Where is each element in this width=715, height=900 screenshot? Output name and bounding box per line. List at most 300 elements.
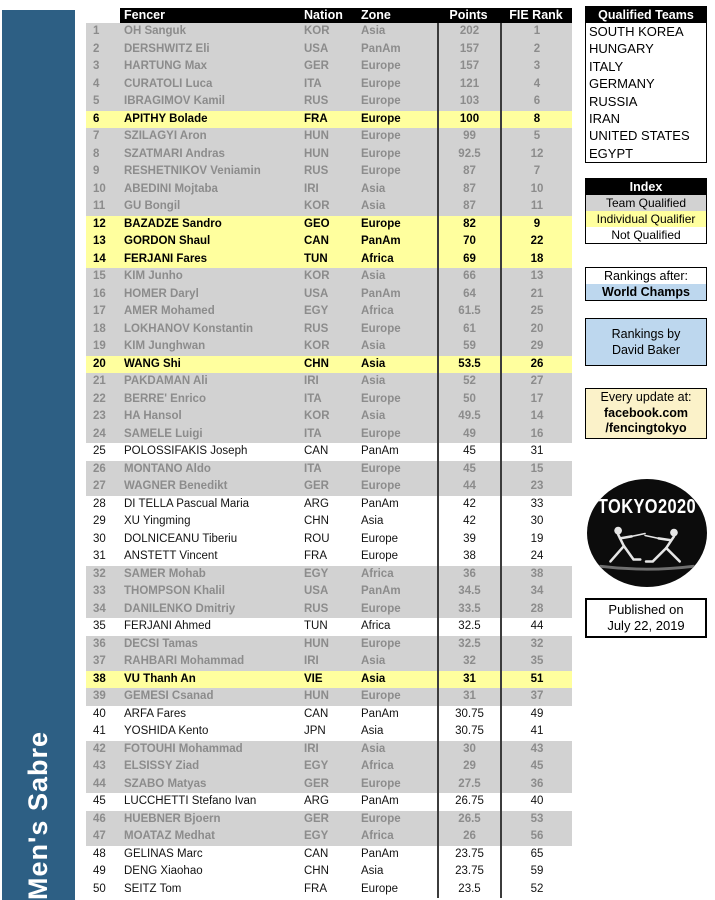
updates-note: [585, 388, 707, 439]
fencer-name: ABEDINI Mojtaba: [124, 182, 218, 195]
nation-cell: USA: [304, 42, 329, 55]
points-cell: 103: [437, 93, 500, 111]
table-row: [86, 653, 572, 671]
points-cell: 34.5: [437, 583, 500, 601]
table-row: [86, 863, 572, 881]
points-cell: 32.5: [437, 636, 500, 654]
fencer-name: HUEBNER Bjoern: [124, 812, 221, 825]
table-header-row: [86, 8, 572, 23]
zone-cell: Europe: [361, 637, 401, 650]
fie-rank-cell: 9: [500, 216, 572, 234]
rank-cell: 36: [93, 637, 106, 650]
table-row: [86, 531, 572, 549]
zone-cell: Europe: [361, 77, 401, 90]
table-row: [86, 723, 572, 741]
zone-cell: Europe: [361, 392, 401, 405]
nation-cell: TUN: [304, 620, 328, 632]
fie-rank-cell: 40: [500, 793, 572, 811]
zone-cell: PanAm: [361, 847, 399, 860]
table-row: [86, 216, 572, 234]
fie-rank-cell: 44: [500, 618, 572, 636]
qualified-teams-title: Qualified Teams: [586, 7, 706, 23]
rank-cell: 1: [93, 25, 100, 37]
fencer-name: FOTOUHI Mohammad: [124, 742, 243, 755]
table-row: [86, 846, 572, 864]
nation-cell: ITA: [304, 462, 322, 475]
table-row: [86, 881, 572, 899]
rankings-after-value: World Champs: [586, 284, 706, 300]
rank-cell: 6: [93, 112, 100, 125]
table-row: [86, 636, 572, 654]
team-list-item: RUSSIA: [589, 93, 638, 109]
nation-cell: GEO: [304, 217, 330, 230]
points-cell: 50: [437, 391, 500, 409]
points-cell: 66: [437, 268, 500, 286]
points-cell: 36: [437, 566, 500, 584]
fie-rank-cell: 59: [500, 863, 572, 881]
zone-cell: Europe: [361, 462, 401, 475]
points-cell: 42: [437, 496, 500, 514]
fencer-name: BERRE' Enrico: [124, 392, 206, 405]
points-cell: 38: [437, 548, 500, 566]
rank-cell: 33: [93, 585, 106, 597]
points-cell: 30: [437, 741, 500, 759]
nation-cell: HUN: [304, 130, 329, 142]
team-list-item: IRAN: [589, 110, 621, 126]
rank-cell: 12: [93, 217, 106, 230]
table-row: [86, 583, 572, 601]
points-cell: 39: [437, 531, 500, 549]
updates-label: Every update at:: [600, 390, 692, 405]
table-row: [86, 706, 572, 724]
fie-rank-cell: 43: [500, 741, 572, 759]
fie-rank-cell: 27: [500, 373, 572, 391]
zone-cell: PanAm: [361, 497, 399, 510]
nation-cell: EGY: [304, 305, 329, 317]
rank-cell: 25: [93, 445, 106, 457]
published-date: July 22, 2019: [607, 618, 685, 633]
rank-cell: 46: [93, 812, 106, 825]
points-cell: 64: [437, 286, 500, 304]
zone-cell: PanAm: [361, 287, 401, 300]
fencer-name: SAMELE Luigi: [124, 427, 203, 440]
nation-cell: KOR: [304, 200, 330, 212]
table-row: [86, 758, 572, 776]
rank-cell: 27: [93, 480, 106, 492]
fie-rank-cell: 4: [500, 76, 572, 94]
table-row: [86, 426, 572, 444]
zone-cell: PanAm: [361, 235, 401, 247]
table-body: [86, 23, 572, 898]
fencers-icon: [589, 521, 705, 573]
rank-cell: 2: [93, 42, 100, 55]
table-row: [86, 741, 572, 759]
nation-cell: EGY: [304, 567, 329, 580]
fie-rank-cell: 45: [500, 758, 572, 776]
points-cell: 29: [437, 758, 500, 776]
zone-cell: Asia: [361, 375, 386, 387]
table-row: [86, 391, 572, 409]
sidebar: [2, 10, 75, 900]
index-legend-list: [586, 195, 706, 243]
rank-cell: 32: [93, 567, 106, 580]
zone-cell: Europe: [361, 217, 401, 230]
zone-cell: Europe: [361, 690, 401, 702]
rank-cell: 30: [93, 532, 106, 545]
zone-cell: Europe: [361, 602, 401, 615]
nation-cell: CHN: [304, 515, 329, 527]
table-row: [86, 198, 572, 216]
rank-cell: 26: [93, 462, 106, 475]
rank-cell: 5: [93, 95, 100, 107]
points-cell: 49.5: [437, 408, 500, 426]
rankings-by-label: Rankings by: [611, 327, 681, 341]
fie-rank-cell: 6: [500, 93, 572, 111]
table-row: [86, 478, 572, 496]
rank-cell: 17: [93, 305, 106, 317]
fie-rank-cell: 19: [500, 531, 572, 549]
points-cell: 30.75: [437, 706, 500, 724]
nation-cell: CAN: [304, 235, 329, 247]
fencer-name: SEITZ Tom: [124, 882, 182, 895]
fie-rank-cell: 13: [500, 268, 572, 286]
rank-cell: 23: [93, 410, 106, 422]
nation-cell: USA: [304, 287, 329, 300]
table-row: [86, 163, 572, 181]
points-cell: 157: [437, 41, 500, 59]
points-cell: 87: [437, 198, 500, 216]
nation-cell: RUS: [304, 322, 329, 335]
nation-cell: CAN: [304, 847, 329, 860]
points-cell: 31: [437, 671, 500, 689]
zone-cell: Europe: [361, 95, 401, 107]
points-cell: 87: [437, 163, 500, 181]
zone-cell: Asia: [361, 340, 386, 352]
fencer-name: GORDON Shaul: [124, 235, 211, 247]
fencer-name: DECSI Tamas: [124, 637, 198, 650]
fencer-name: ARFA Fares: [124, 707, 186, 720]
points-cell: 27.5: [437, 776, 500, 794]
points-cell: 33.5: [437, 601, 500, 619]
fie-rank-cell: 10: [500, 181, 572, 199]
fencer-name: WAGNER Benedikt: [124, 480, 228, 492]
rankings-after-label: Rankings after:: [586, 268, 706, 284]
points-cell: 53.5: [437, 356, 500, 374]
fie-rank-cell: 33: [500, 496, 572, 514]
fencer-name: MOATAZ Medhat: [124, 830, 215, 842]
table-row: [86, 303, 572, 321]
fencer-name: IBRAGIMOV Kamil: [124, 95, 225, 107]
tokyo2020-logo: [587, 479, 707, 587]
zone-cell: PanAm: [361, 795, 399, 807]
fencer-name: SZATMARI Andras: [124, 147, 225, 160]
ranking-table: [86, 8, 572, 898]
fie-rank-cell: 38: [500, 566, 572, 584]
table-row: [86, 41, 572, 59]
fie-rank-cell: 52: [500, 881, 572, 899]
column-header-fencer: Fencer: [120, 8, 302, 23]
column-header-zone: Zone: [359, 8, 437, 23]
fie-rank-cell: 22: [500, 233, 572, 251]
table-row: [86, 373, 572, 391]
zone-cell: Asia: [361, 182, 386, 195]
nation-cell: CAN: [304, 445, 329, 457]
rank-cell: 38: [93, 672, 106, 685]
points-cell: 45: [437, 461, 500, 479]
fencer-name: DENG Xiaohao: [124, 865, 203, 877]
nation-cell: RUS: [304, 165, 329, 177]
fie-rank-cell: 53: [500, 811, 572, 829]
nation-cell: RUS: [304, 95, 329, 107]
team-list-item: EGYPT: [589, 145, 634, 161]
fencer-name: DOLNICEANU Tiberiu: [124, 532, 238, 545]
fie-rank-cell: 49: [500, 706, 572, 724]
rank-cell: 45: [93, 795, 106, 807]
fie-rank-cell: 24: [500, 548, 572, 566]
nation-cell: ARG: [304, 795, 329, 807]
points-cell: 100: [437, 111, 500, 129]
table-row: [86, 408, 572, 426]
fie-rank-cell: 65: [500, 846, 572, 864]
fie-rank-cell: 30: [500, 513, 572, 531]
rank-cell: 40: [93, 707, 106, 720]
zone-cell: Asia: [361, 357, 386, 370]
fie-rank-cell: 34: [500, 583, 572, 601]
zone-cell: Asia: [361, 200, 386, 212]
table-row: [86, 828, 572, 846]
nation-cell: TUN: [304, 252, 328, 265]
table-row: [86, 181, 572, 199]
table-row: [86, 461, 572, 479]
fencer-name: RESHETNIKOV Veniamin: [124, 165, 261, 177]
rank-cell: 22: [93, 392, 106, 405]
nation-cell: CHN: [304, 865, 329, 877]
fencer-name: DI TELLA Pascual Maria: [124, 497, 250, 510]
nation-cell: FRA: [304, 550, 327, 562]
facebook-domain-text: facebook.com: [603, 405, 689, 420]
points-cell: 157: [437, 58, 500, 76]
zone-cell: Europe: [361, 165, 401, 177]
nation-cell: HUN: [304, 637, 329, 650]
points-cell: 69: [437, 251, 500, 269]
fie-rank-cell: 35: [500, 653, 572, 671]
zone-cell: Europe: [361, 130, 401, 142]
nation-cell: VIE: [304, 672, 323, 685]
nation-cell: GER: [304, 777, 329, 790]
nation-cell: ITA: [304, 77, 322, 90]
table-row: [86, 793, 572, 811]
nation-cell: HUN: [304, 147, 329, 160]
zone-cell: Asia: [361, 515, 384, 527]
fie-rank-cell: 17: [500, 391, 572, 409]
zone-cell: Europe: [361, 532, 399, 545]
nation-cell: ITA: [304, 392, 322, 405]
fencer-name: DERSHWITZ Eli: [124, 42, 210, 55]
fie-rank-cell: 20: [500, 321, 572, 339]
fie-rank-cell: 16: [500, 426, 572, 444]
fie-rank-cell: 5: [500, 128, 572, 146]
facebook-page-text: /fencingtokyo: [605, 421, 687, 436]
fencer-name: HOMER Daryl: [124, 287, 199, 300]
fencer-name: GELINAS Marc: [124, 847, 203, 860]
fencer-name: WANG Shi: [124, 357, 181, 370]
nation-cell: IRI: [304, 655, 319, 667]
zone-cell: Asia: [361, 655, 386, 667]
fie-rank-cell: 21: [500, 286, 572, 304]
rank-cell: 20: [93, 357, 106, 370]
tokyo2020-logo-text: TOKYO2020: [597, 496, 697, 518]
rank-cell: 18: [93, 322, 106, 335]
nation-cell: KOR: [304, 340, 330, 352]
zone-cell: Europe: [361, 777, 401, 790]
rank-cell: 13: [93, 235, 106, 247]
points-cell: 49: [437, 426, 500, 444]
rank-cell: 8: [93, 147, 100, 160]
index-title: Index: [586, 179, 706, 195]
points-cell: 87: [437, 181, 500, 199]
points-cell: 59: [437, 338, 500, 356]
team-list-item: UNITED STATES: [589, 128, 690, 144]
fie-rank-cell: 31: [500, 443, 572, 461]
points-cell: 26: [437, 828, 500, 846]
zone-cell: PanAm: [361, 707, 399, 720]
nation-cell: IRI: [304, 375, 319, 387]
rank-cell: 44: [93, 777, 106, 790]
table-row: [86, 671, 572, 689]
fencer-name: KIM Junho: [124, 270, 183, 282]
fencer-name: ANSTETT Vincent: [124, 550, 218, 562]
table-row: [86, 356, 572, 374]
nation-cell: EGY: [304, 830, 329, 842]
fencer-name: SZILAGYI Aron: [124, 130, 207, 142]
team-list-item: HUNGARY: [589, 41, 654, 57]
zone-cell: PanAm: [361, 585, 401, 597]
rank-cell: 7: [93, 130, 100, 142]
zone-cell: Europe: [361, 322, 401, 335]
fencer-name: KIM Junghwan: [124, 340, 206, 352]
table-row: [86, 128, 572, 146]
fencer-name: THOMPSON Khalil: [124, 585, 225, 597]
rankings-by-note: [585, 318, 707, 366]
zone-cell: PanAm: [361, 445, 399, 457]
zone-cell: Asia: [361, 725, 384, 737]
rank-cell: 14: [93, 252, 106, 265]
fie-rank-cell: 23: [500, 478, 572, 496]
nation-cell: KOR: [304, 25, 330, 37]
points-cell: 99: [437, 128, 500, 146]
published-date-box: [585, 598, 707, 638]
fencer-name: YOSHIDA Kento: [124, 725, 209, 737]
fencer-name: AMER Mohamed: [124, 305, 215, 317]
nation-cell: GER: [304, 60, 329, 72]
column-header-fie-rank: FIE Rank: [500, 8, 572, 23]
table-row: [86, 811, 572, 829]
table-row: [86, 496, 572, 514]
zone-cell: Africa: [361, 760, 394, 772]
nation-cell: ARG: [304, 497, 329, 510]
fencer-name: FERJANI Ahmed: [124, 620, 211, 632]
zone-cell: Asia: [361, 742, 386, 755]
column-header-points: Points: [437, 8, 500, 23]
fencer-name: HA Hansol: [124, 410, 182, 422]
table-row: [86, 233, 572, 251]
fie-rank-cell: 11: [500, 198, 572, 216]
points-cell: 42: [437, 513, 500, 531]
table-row: [86, 601, 572, 619]
rank-cell: 42: [93, 742, 106, 755]
page-title: Men's Sabre: [23, 731, 53, 900]
points-cell: 23.75: [437, 846, 500, 864]
fencer-name: PAKDAMAN Ali: [124, 375, 208, 387]
table-row: [86, 146, 572, 164]
table-row: [86, 321, 572, 339]
points-cell: 30.75: [437, 723, 500, 741]
index-legend-item: Individual Qualifier: [586, 211, 706, 227]
published-label: Published on: [608, 602, 684, 617]
rank-cell: 11: [93, 200, 106, 212]
nation-cell: HUN: [304, 690, 329, 702]
qualified-teams-list: [586, 23, 706, 162]
nation-cell: ITA: [304, 427, 322, 440]
zone-cell: Europe: [361, 550, 399, 562]
nation-cell: RUS: [304, 602, 329, 615]
table-row: [86, 338, 572, 356]
nation-cell: FRA: [304, 882, 327, 895]
rank-cell: 3: [93, 60, 100, 72]
points-cell: 45: [437, 443, 500, 461]
zone-cell: Europe: [361, 147, 401, 160]
fencer-name: BAZADZE Sandro: [124, 217, 222, 230]
table-row: [86, 111, 572, 129]
fencer-name: VU Thanh An: [124, 672, 196, 685]
table-row: [86, 93, 572, 111]
table-row: [86, 268, 572, 286]
zone-cell: Africa: [361, 305, 394, 317]
fencer-name: LUCCHETTI Stefano Ivan: [124, 795, 257, 807]
zone-cell: Europe: [361, 427, 401, 440]
index-legend-item: Not Qualified: [586, 227, 706, 243]
fencer-name: GEMESI Csanad: [124, 690, 214, 702]
fencer-name: FERJANI Fares: [124, 252, 208, 265]
fie-rank-cell: 3: [500, 58, 572, 76]
team-list-item: SOUTH KOREA: [589, 24, 684, 39]
fencer-name: XU Yingming: [124, 515, 191, 527]
table-row: [86, 566, 572, 584]
table-row: [86, 688, 572, 706]
points-cell: 52: [437, 373, 500, 391]
fencer-name: APITHY Bolade: [124, 112, 208, 125]
nation-cell: KOR: [304, 270, 330, 282]
fencer-name: ELSISSY Ziad: [124, 760, 200, 772]
table-row: [86, 776, 572, 794]
zone-cell: Europe: [361, 60, 401, 72]
table-row: [86, 286, 572, 304]
fie-rank-cell: 37: [500, 688, 572, 706]
zone-cell: Asia: [361, 672, 386, 685]
rank-cell: 29: [93, 515, 106, 527]
rank-cell: 49: [93, 865, 106, 877]
fencer-name: HARTUNG Max: [124, 60, 208, 72]
fencer-name: POLOSSIFAKIS Joseph: [124, 445, 248, 457]
fencer-name: MONTANO Aldo: [124, 462, 211, 475]
fie-rank-cell: 2: [500, 41, 572, 59]
fie-rank-cell: 15: [500, 461, 572, 479]
points-cell: 61.5: [437, 303, 500, 321]
rank-cell: 35: [93, 620, 106, 632]
zone-cell: Asia: [361, 25, 386, 37]
table-row: [86, 23, 572, 41]
points-cell: 23.5: [437, 881, 500, 899]
